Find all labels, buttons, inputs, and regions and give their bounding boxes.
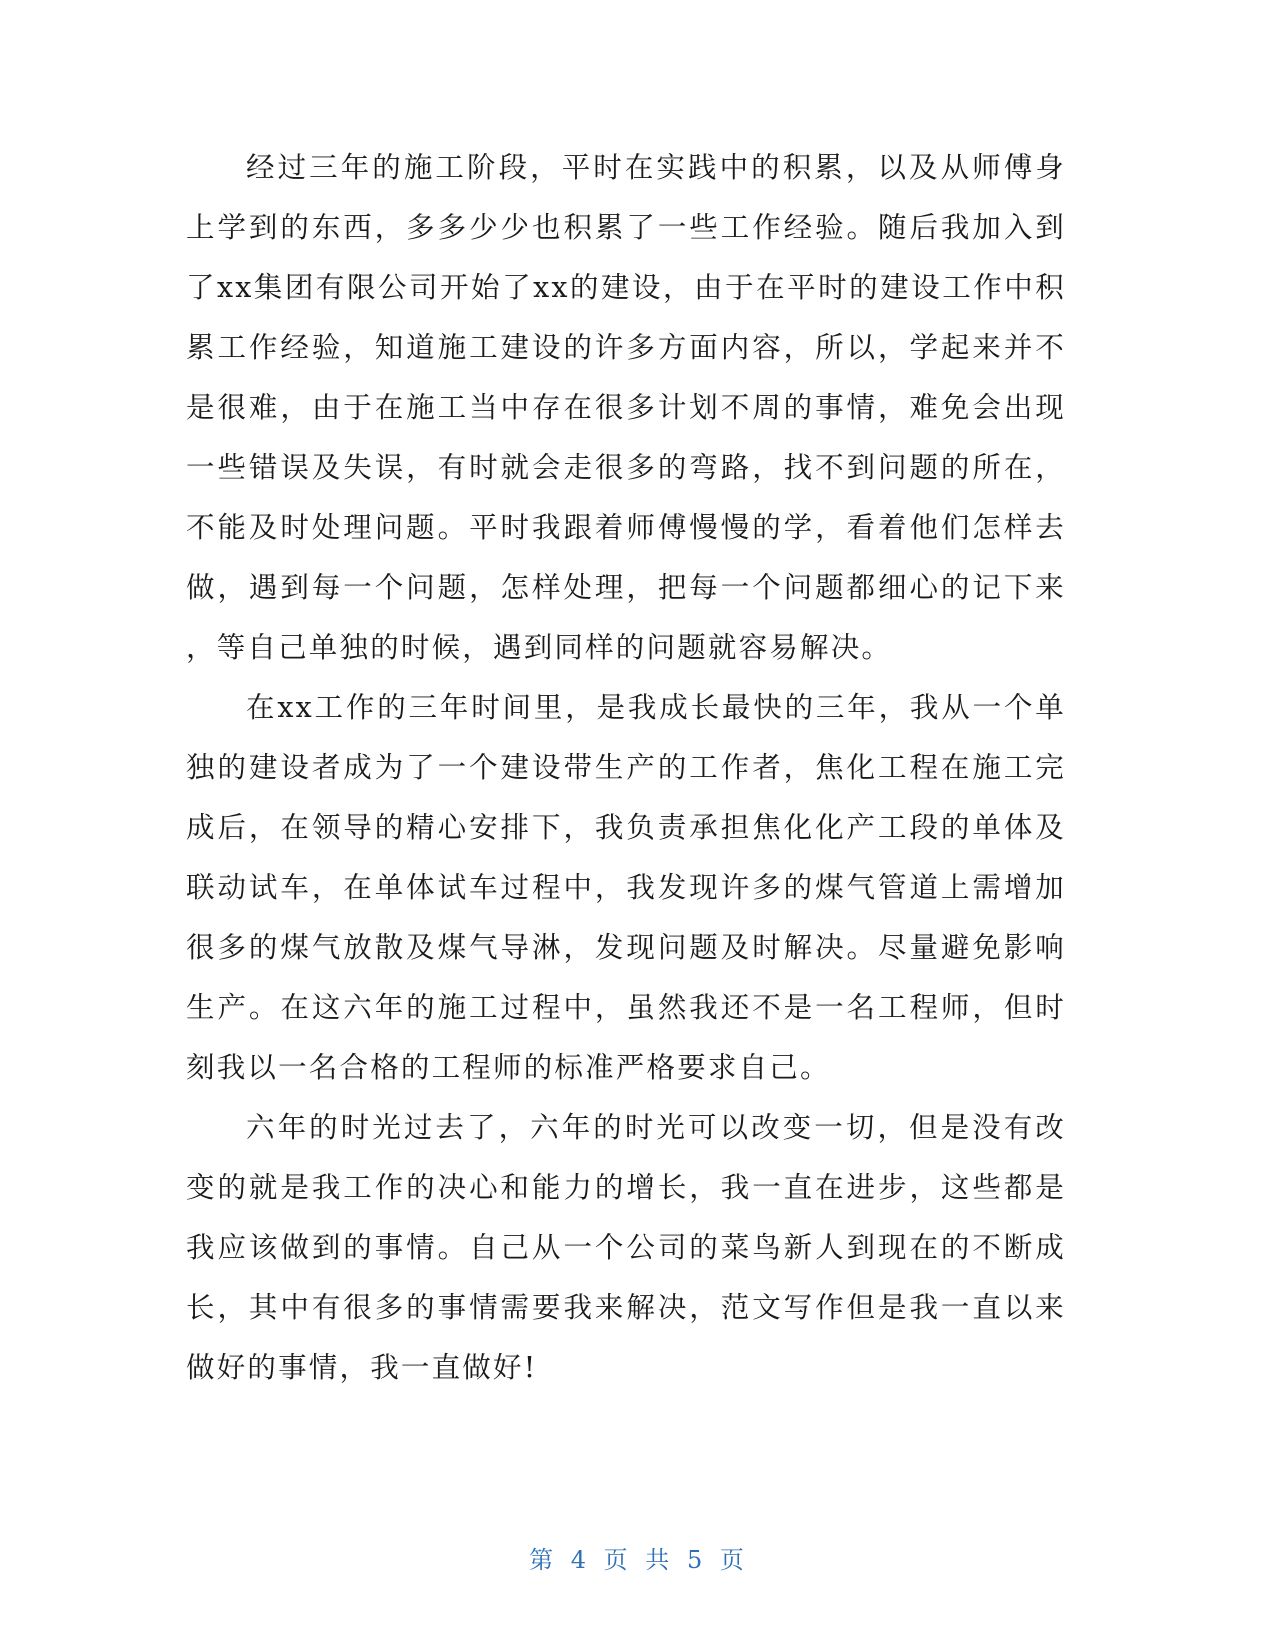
text-line: 生产。在这六年的施工过程中，虽然我还不是一名工程师，但时 [186, 991, 1066, 1024]
text-line: 累工作经验，知道施工建设的许多方面内容，所以，学起来并不 [186, 331, 1066, 364]
text-line: 了xx集团有限公司开始了xx的建设，由于在平时的建设工作中积 [186, 271, 1066, 304]
text-line: 我应该做到的事情。自己从一个公司的菜鸟新人到现在的不断成 [186, 1231, 1066, 1264]
text-line: 联动试车，在单体试车过程中，我发现许多的煤气管道上需增加 [186, 871, 1066, 904]
paragraph-1 [186, 138, 1066, 678]
text-line: 做，遇到每一个问题，怎样处理，把每一个问题都细心的记下来 [186, 571, 1066, 604]
text-line: 在xx工作的三年时间里，是我成长最快的三年，我从一个单 [246, 691, 1066, 724]
document-body [186, 138, 1066, 1398]
text-line: 刻我以一名合格的工程师的标准严格要求自己。 [186, 1051, 831, 1084]
paragraph-2 [186, 678, 1066, 1098]
text-line: 上学到的东西，多多少少也积累了一些工作经验。随后我加入到 [186, 211, 1066, 244]
paragraph-3 [186, 1098, 1066, 1398]
text-line: 是很难，由于在施工当中存在很多计划不周的事情，难免会出现 [186, 391, 1066, 424]
text-line: 一些错误及失误，有时就会走很多的弯路，找不到问题的所在， [186, 451, 1066, 484]
text-line: 独的建设者成为了一个建设带生产的工作者，焦化工程在施工完 [186, 751, 1066, 784]
text-line: 变的就是我工作的决心和能力的增长，我一直在进步，这些都是 [186, 1171, 1066, 1204]
text-line: 成后，在领导的精心安排下，我负责承担焦化化产工段的单体及 [186, 811, 1066, 844]
text-line: 做好的事情，我一直做好! [186, 1351, 538, 1384]
text-line: 不能及时处理问题。平时我跟着师傅慢慢的学，看着他们怎样去 [186, 511, 1066, 544]
text-line: ，等自己单独的时候，遇到同样的问题就容易解决。 [186, 631, 893, 664]
text-line: 经过三年的施工阶段，平时在实践中的积累，以及从师傅身 [246, 151, 1066, 184]
text-line: 六年的时光过去了，六年的时光可以改变一切，但是没有改 [246, 1111, 1066, 1144]
text-line: 长，其中有很多的事情需要我来解决，范文写作但是我一直以来 [186, 1291, 1066, 1324]
page-number-footer: 第 4 页 共 5 页 [529, 1546, 746, 1574]
text-line: 很多的煤气放散及煤气导淋，发现问题及时解决。尽量避免影响 [186, 931, 1066, 964]
